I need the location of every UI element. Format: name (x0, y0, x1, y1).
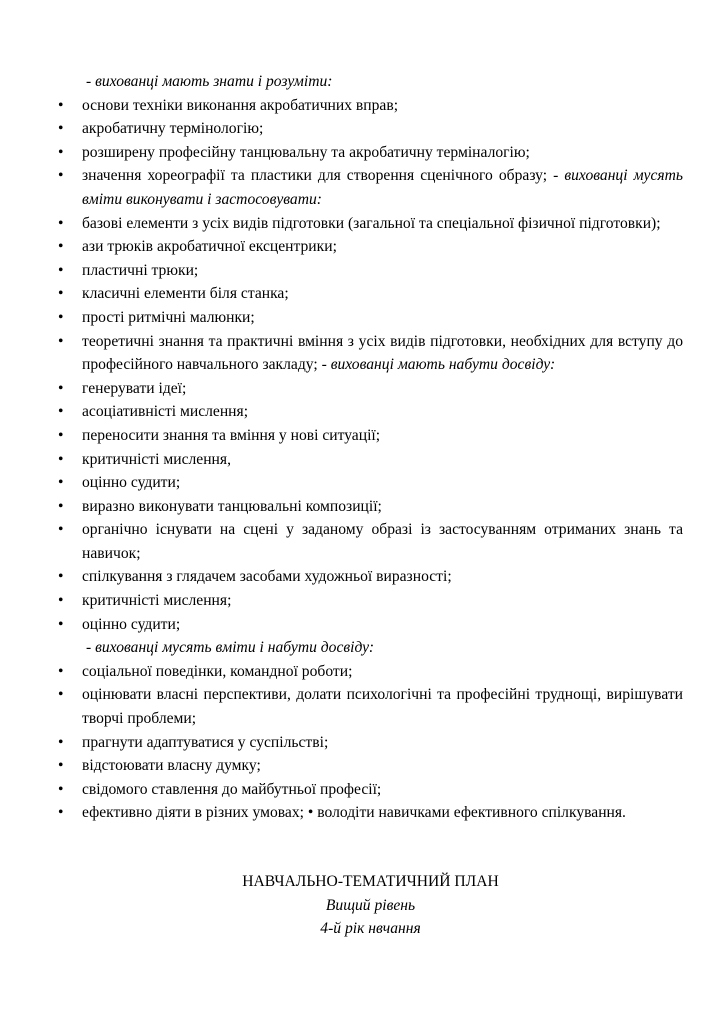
list-item: • критичністі мислення, (58, 448, 683, 472)
list-item: • переносити знання та вміння у нові ситуації; (58, 424, 683, 448)
bullet-icon: • (58, 96, 64, 114)
bullet-icon: • (58, 261, 64, 279)
list-item: • ефективно діяти в різних умовах; • володіти навичками ефективного спілкування. (58, 801, 683, 825)
list-item: • значення хореографії та пластики для створення сценічного образу; - вихованці мусять вміти виконувати і застосовувати: (58, 164, 683, 211)
list-item: • прості ритмічні малюнки; (58, 306, 683, 330)
bullet-icon: • (58, 521, 64, 539)
bullet-icon: • (58, 332, 64, 350)
bullet-icon: • (58, 238, 64, 256)
bullet-icon: • (58, 686, 64, 704)
inline-subheading: - вихованці мають набути досвіду: (321, 356, 556, 374)
bullet-icon: • (58, 592, 64, 610)
bullet-icon: • (58, 285, 64, 303)
list-item: • акробатичну термінологію; (58, 117, 683, 141)
list-item: • розширену професійну танцювальну та акробатичну терміналогію; (58, 141, 683, 165)
list-item: • базові елементи з усіх видів підготовки (загальної та спеціальної фізичної підготовки); (58, 212, 683, 236)
document-body (58, 70, 683, 825)
list-item: • прагнути адаптуватися у суспільстві; (58, 731, 683, 755)
plan-heading-block (58, 870, 683, 941)
bullet-icon: • (58, 308, 64, 326)
plan-level: Вищий рівень (325, 896, 416, 914)
list-item: • критичністі мислення; (58, 589, 683, 613)
list-item: • виразно виконувати танцювальні композиції; (58, 495, 683, 519)
list-item: • оцінно судити; (58, 613, 683, 637)
bullet-icon: • (58, 662, 64, 680)
bullet-icon: • (58, 804, 64, 822)
list-item: • теоретичні знання та практичні вміння з усіх видів підготовки, необхідних для вступу до професійного навчального закладу; - вихованці мають набути досвіду: (58, 330, 683, 377)
inline-subheading: - вихованці мусять вміти виконувати і застосовувати: (82, 167, 683, 208)
bullet-icon: • (58, 474, 64, 492)
list-item: • соціальної поведінки, командної роботи; (58, 660, 683, 684)
bullet-icon: • (58, 143, 64, 161)
section-intro: - вихованці мають знати і розуміти: (86, 73, 333, 90)
plan-title: НАВЧАЛЬНО-ТЕМАТИЧНИЙ ПЛАН (242, 873, 499, 890)
bullet-icon: • (58, 214, 64, 232)
list-item: • оцінювати власні перспективи, долати психологічні та професійні труднощі, вирішувати творчі проблеми; (58, 683, 683, 730)
list-item: • свідомого ставлення до майбутньої професії; (58, 778, 683, 802)
bullet-icon: • (58, 615, 64, 633)
list-item: • відстоювати власну думку; (58, 754, 683, 778)
bullet-icon: • (58, 497, 64, 515)
bullet-icon: • (58, 379, 64, 397)
bullet-icon: • (58, 450, 64, 468)
list-item: • пластичні трюки; (58, 259, 683, 283)
bullet-icon: • (58, 426, 64, 444)
bullet-icon: • (58, 167, 64, 185)
bullet-icon: • (58, 757, 64, 775)
list-item: • ази трюків акробатичної ексцентрики; (58, 235, 683, 259)
bullet-icon: • (58, 568, 64, 586)
list-item: • асоціативністі мислення; (58, 400, 683, 424)
list-item: • класичні елементи біля станка; (58, 282, 683, 306)
section-intro: - вихованці мусять вміти і набути досвіду: (86, 639, 375, 657)
list-item: • органічно існувати на сцені у заданому образі із застосуванням отриманих знань та навичок; (58, 518, 683, 565)
bullet-icon: • (58, 403, 64, 421)
list-item: • генерувати ідеї; (58, 377, 683, 401)
experience-list (58, 660, 683, 825)
bullet-icon: • (58, 780, 64, 798)
skills-list (58, 94, 683, 637)
list-item: • основи техніки виконання акробатичних вправ; (58, 94, 683, 118)
list-item: • спілкування з глядачем засобами художньої виразності; (58, 565, 683, 589)
bullet-icon: • (58, 733, 64, 751)
plan-year: 4-й рік нвчання (320, 920, 421, 938)
list-item: • оцінно судити; (58, 471, 683, 495)
bullet-icon: • (58, 120, 64, 138)
